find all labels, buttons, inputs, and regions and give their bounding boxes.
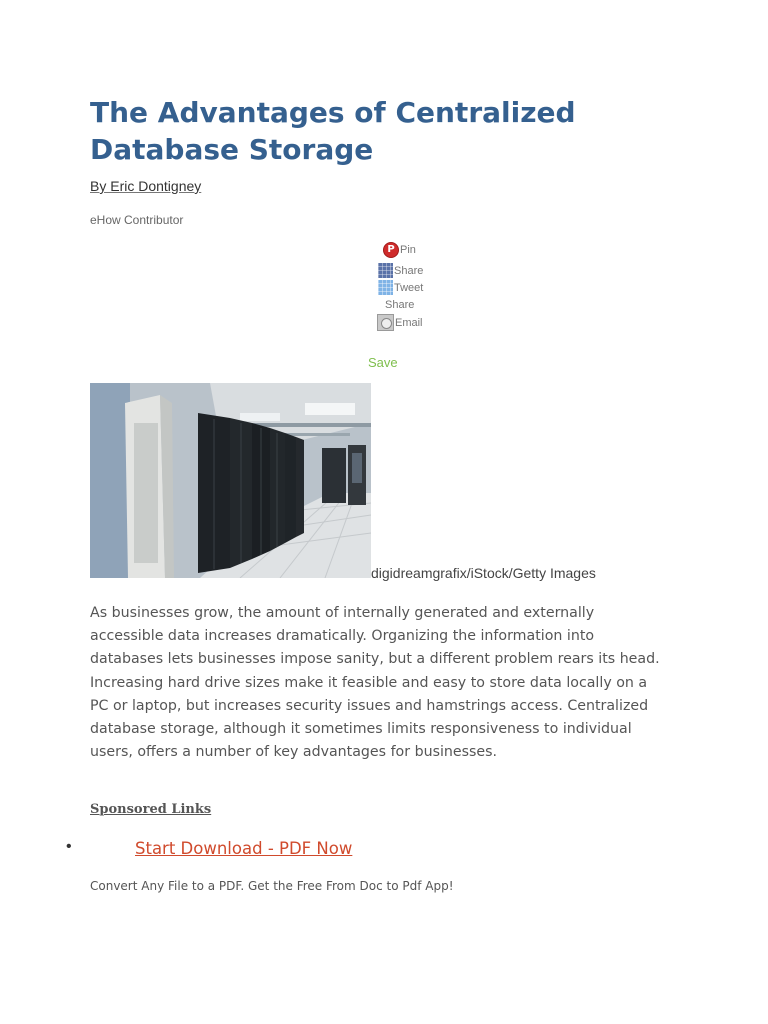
- ad-description: Convert Any File to a PDF. Get the Free From Doc to Pdf App!: [90, 879, 454, 893]
- sponsored-links-heading: Sponsored Links: [90, 802, 212, 817]
- facebook-icon: [378, 263, 393, 278]
- pin-label: Pin: [400, 244, 416, 256]
- list-bullet: •: [66, 838, 72, 855]
- pin-button[interactable]: [383, 242, 416, 258]
- server-room-photo: [90, 383, 371, 578]
- email-button[interactable]: [377, 314, 423, 331]
- author-link[interactable]: By Eric Dontigney: [90, 178, 202, 194]
- pinterest-icon: [383, 242, 399, 258]
- start-download-link[interactable]: Start Download - PDF Now: [135, 839, 353, 858]
- image-caption: digidreamgrafix/iStock/Getty Images: [371, 565, 596, 581]
- facebook-share-button[interactable]: [378, 263, 423, 278]
- article-title: The Advantages of Centralized Database Storage: [90, 96, 576, 166]
- contributor-label: eHow Contributor: [90, 213, 184, 227]
- share-label: Share: [385, 299, 415, 311]
- tweet-button[interactable]: [378, 280, 423, 295]
- share-button[interactable]: [385, 299, 414, 311]
- email-label: Email: [395, 316, 423, 329]
- save-button[interactable]: Save: [368, 355, 398, 370]
- twitter-icon: [378, 280, 393, 295]
- article-paragraph: As businesses grow, the amount of internally generated and externally accessible data increases dramatically. Organizing the information into databases lets businesses impose sanity, but a different problem rears its head. Increasing hard drive sizes make it feasible and easy to store data locally on a PC or laptop, but increases security issues and hamstrings access. Centralized database storage, although it sometimes limits responsiveness to individual users, offers a number of key advantages for businesses.: [90, 605, 660, 761]
- tweet-label: Tweet: [394, 281, 424, 294]
- facebook-share-label: Share: [394, 264, 424, 277]
- email-icon: [377, 314, 394, 331]
